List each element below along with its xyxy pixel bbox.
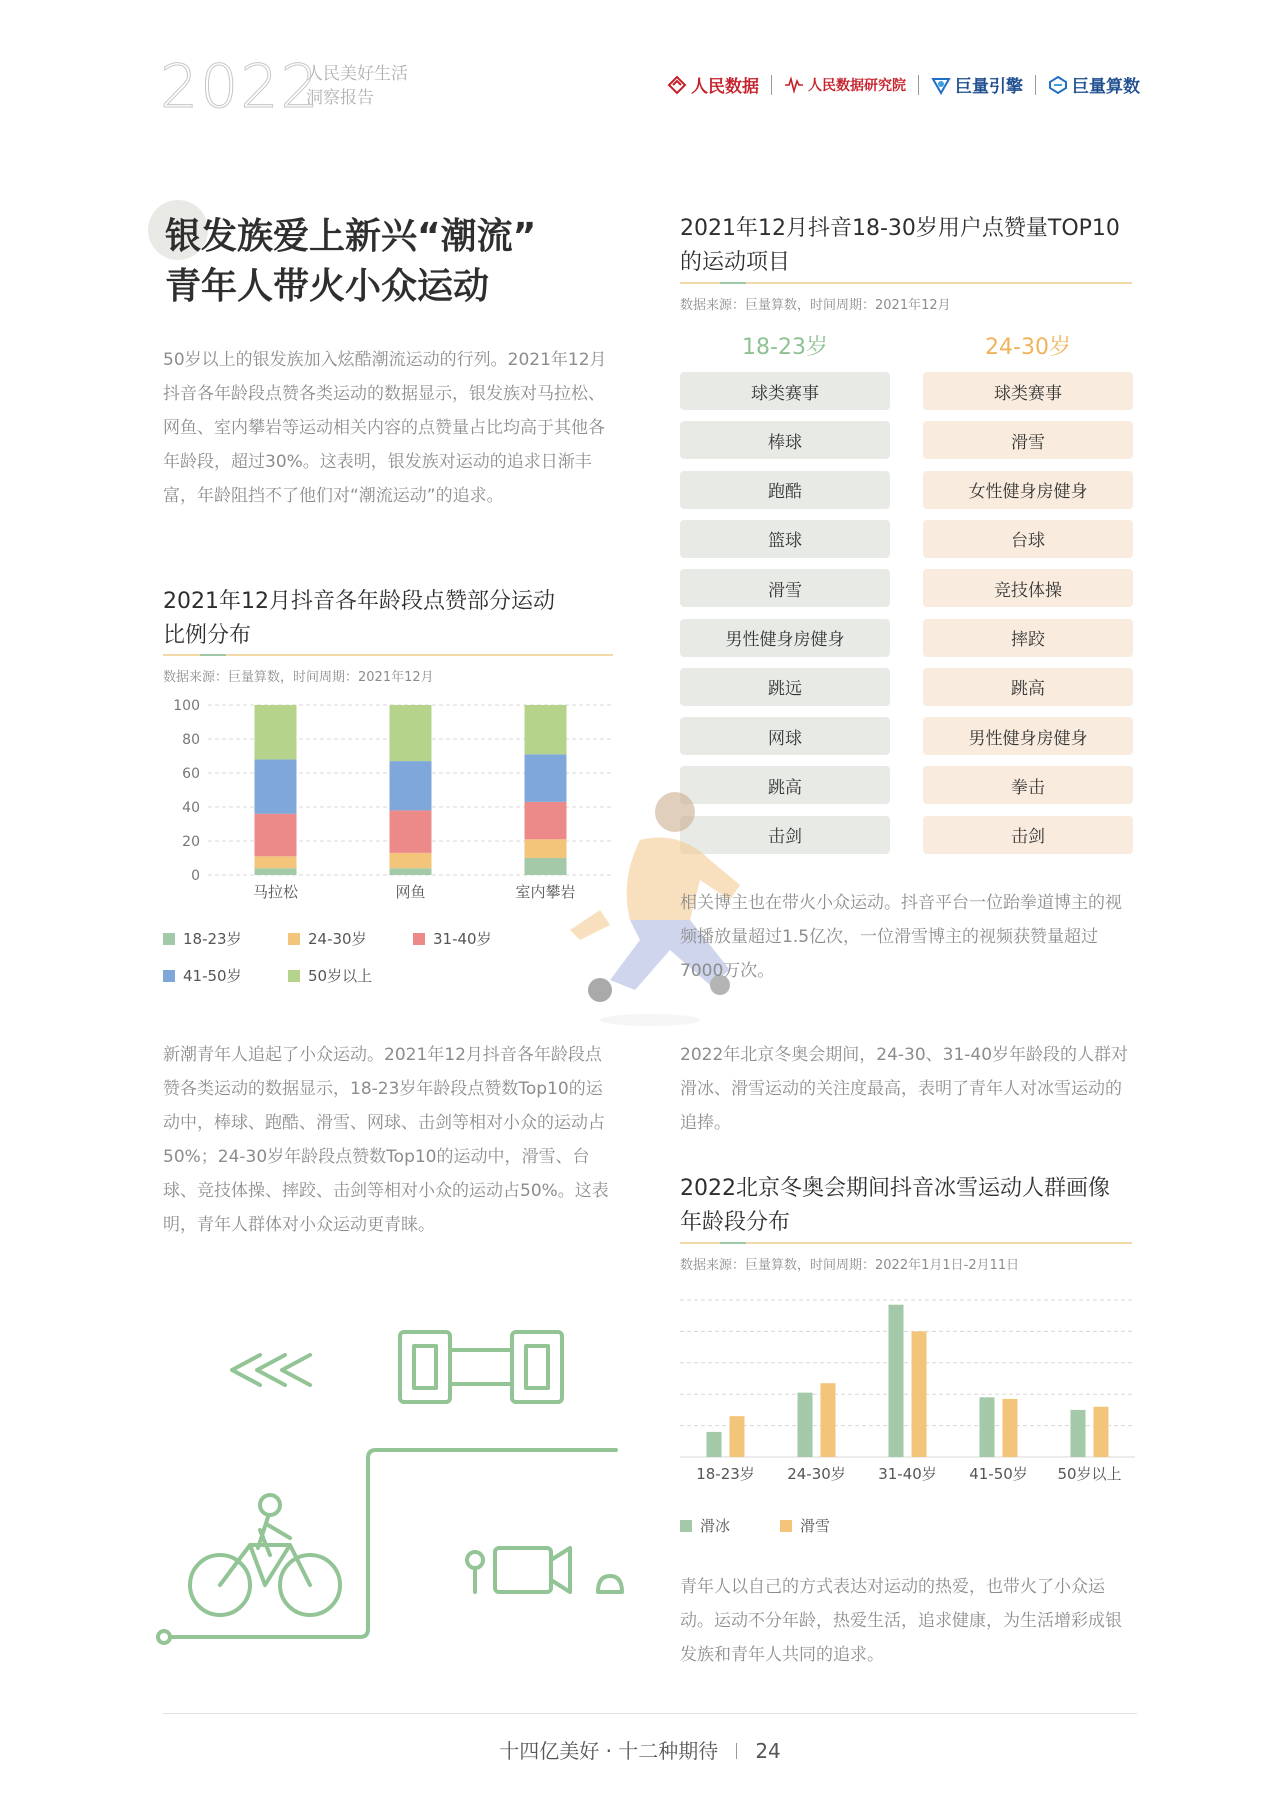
x-tick-label: 41-50岁 [969, 1465, 1028, 1483]
legend-item-50-plus [288, 965, 413, 986]
top10-title [680, 212, 1120, 280]
col-head-18-23: 18-23岁 [742, 335, 828, 360]
logo-divider [918, 75, 919, 95]
x-tick-label: 网鱼 [395, 883, 426, 901]
logo-people-data-text: 人民数据 [691, 77, 759, 97]
sports-illustration [150, 1320, 630, 1650]
logo-ocean-arithmetic-text: 巨量算数 [1072, 77, 1140, 97]
bar [980, 1397, 995, 1457]
top10-item: 摔跤 [923, 619, 1133, 657]
chart1-title-line2: 比例分布 [163, 623, 252, 648]
page-footer [0, 1735, 1280, 1764]
bar [707, 1432, 722, 1457]
chart2-title-line1: 2022北京冬奥会期间抖音冰雪运动人群画像 [680, 1176, 1110, 1201]
report-subtitle-line1: 人民美好生活 [306, 64, 408, 84]
cap-icon [598, 1576, 622, 1592]
underline-accent [200, 654, 226, 656]
top10-item: 跳高 [923, 668, 1133, 706]
wave-icon [784, 75, 804, 95]
top10-item: 网球 [680, 717, 890, 755]
y-tick-label: 60 [182, 766, 200, 782]
x-tick-label: 室内攀岩 [515, 883, 576, 901]
dumbbell-icon [400, 1332, 562, 1402]
underline-accent [720, 1242, 746, 1244]
top10-item: 球类赛事 [923, 372, 1133, 410]
logo-ocean-engine-text: 巨量引擎 [955, 77, 1023, 97]
legend-item-18-23 [163, 928, 288, 949]
top10-item: 男性健身房健身 [680, 619, 890, 657]
top10-source: 数据来源：巨量算数，时间周期：2021年12月 [680, 298, 951, 313]
legend-label: 50岁以上 [308, 967, 373, 985]
intro-paragraph: 50岁以上的银发族加入炫酷潮流运动的行列。2021年12月抖音各年龄段点赞各类运动的数据显示，银发族对马拉松、网鱼、室内攀岩等运动相关内容的点赞量占比均高于其他各年龄段，超过30%。这表明，银发族对运动的追求日渐丰富，年龄阻挡不了他们对“潮流运动”的追求。 [163, 350, 607, 506]
bar [821, 1383, 836, 1457]
youth-paragraph: 新潮青年人追起了小众运动。2021年12月抖音各年龄段点赞各类运动的数据显示，18-23岁年龄段点赞数Top10的运动中，棒球、跑酷、滑雪、网球、击剑等相对小众的运动占50%；24-30岁年龄段点赞数Top10的运动中，滑雪、台球、竞技体操、摔跤、击剑等相对小众的运动占50%。这表明，青年人群体对小众运动更青睐。 [163, 1045, 609, 1235]
chart2-title-line2: 年龄段分布 [680, 1210, 791, 1235]
top10-title-underline [680, 282, 1132, 284]
legend-label: 18-23岁 [183, 930, 242, 948]
top10-item: 击剑 [680, 816, 890, 854]
top10-title-line2: 的运动项目 [680, 250, 791, 275]
top10-item: 跳高 [680, 766, 890, 804]
blogger-paragraph: 相关博主也在带火小众运动。抖音平台一位跆拳道博主的视频播放量超过1.5亿次，一位滑雪博主的视频获赞量超过7000万次。 [680, 893, 1122, 981]
bar-segment [255, 759, 297, 813]
chart2-title-underline [680, 1242, 1132, 1244]
partner-logos [667, 72, 1140, 97]
x-tick-label: 24-30岁 [787, 1465, 846, 1483]
top10-item: 竞技体操 [923, 569, 1133, 607]
top10-item: 棒球 [680, 421, 890, 459]
logo-people-data-institute-text: 人民数据研究院 [808, 77, 906, 94]
top10-item: 跑酷 [680, 471, 890, 509]
chevrons-icon [232, 1355, 310, 1385]
section-title-line2: 青年人带火小众运动 [165, 266, 490, 307]
bar-segment [390, 853, 432, 868]
legend-item-skiing [780, 1515, 880, 1536]
chart2-legend [680, 1515, 1132, 1536]
legend-label: 滑冰 [700, 1517, 731, 1535]
page-number: 24 [755, 1739, 781, 1763]
legend-item-41-50 [163, 965, 288, 986]
legend-item-skating [680, 1515, 780, 1536]
bar [730, 1416, 745, 1457]
video-camera-icon [467, 1548, 570, 1592]
legend-label: 滑雪 [800, 1517, 831, 1535]
y-tick-label: 20 [182, 834, 200, 850]
route-path [164, 1450, 616, 1637]
footer-text: 十四亿美好 · 十二种期待 [499, 1739, 719, 1763]
bar-segment [390, 868, 432, 875]
logo-people-data [667, 72, 759, 97]
x-tick-label: 18-23岁 [696, 1465, 755, 1483]
underline-accent [720, 282, 746, 284]
footer-divider [163, 1713, 1137, 1714]
logo-ocean-arithmetic [1048, 72, 1140, 97]
closing-paragraph: 青年人以自己的方式表达对运动的热爱，也带火了小众运动。运动不分年龄，热爱生活，追求健康，为生活增彩成银发族和青年人共同的追求。 [680, 1577, 1122, 1665]
y-tick-label: 100 [173, 698, 200, 714]
logo-people-data-institute [784, 75, 906, 95]
y-tick-label: 0 [191, 868, 200, 884]
bar [1003, 1399, 1018, 1457]
legend-label: 31-40岁 [433, 930, 492, 948]
chart2-source: 数据来源：巨量算数，时间周期：2022年1月1日-2月11日 [680, 1258, 1020, 1273]
bar-segment [390, 705, 432, 761]
col-head-24-30: 24-30岁 [985, 335, 1071, 360]
legend-item-31-40 [413, 928, 538, 949]
chart1-source: 数据来源：巨量算数，时间周期：2021年12月 [163, 670, 434, 685]
bar-segment [255, 868, 297, 875]
bar-segment [390, 810, 432, 853]
bar [1071, 1410, 1086, 1457]
report-subtitle [306, 62, 408, 110]
x-tick-label: 31-40岁 [878, 1465, 937, 1483]
bar [912, 1331, 927, 1457]
olympics-paragraph: 2022年北京冬奥会期间，24-30、31-40岁年龄段的人群对滑冰、滑雪运动的关注度最高，表明了青年人对冰雪运动的追捧。 [680, 1045, 1129, 1133]
x-tick-label: 马拉松 [252, 883, 299, 901]
chart1-title-line1: 2021年12月抖音各年龄段点赞部分运动 [163, 589, 555, 614]
footer-separator [736, 1743, 737, 1759]
bar [889, 1305, 904, 1457]
section-title-line1: 银发族爱上新兴“潮流” [165, 216, 537, 257]
chart2-grouped-bar [680, 1285, 1140, 1495]
chart1-title [163, 585, 555, 653]
legend-label: 24-30岁 [308, 930, 367, 948]
report-year: 2022 [160, 52, 321, 122]
top10-item: 篮球 [680, 520, 890, 558]
y-tick-label: 80 [182, 732, 200, 748]
top10-item: 球类赛事 [680, 372, 890, 410]
top10-item: 女性健身房健身 [923, 471, 1133, 509]
bicycle-icon [190, 1495, 340, 1615]
top10-item: 滑雪 [923, 421, 1133, 459]
ocean-arithmetic-icon [1048, 75, 1068, 95]
top10-item: 滑雪 [680, 569, 890, 607]
x-tick-label: 50岁以上 [1057, 1465, 1122, 1483]
ocean-engine-icon [931, 75, 951, 95]
bar-segment [255, 814, 297, 857]
report-subtitle-line2: 洞察报告 [306, 88, 374, 108]
legend-label: 41-50岁 [183, 967, 242, 985]
bar-segment [525, 705, 567, 754]
top10-item: 男性健身房健身 [923, 717, 1133, 755]
bar-segment [255, 856, 297, 868]
bar-segment [390, 761, 432, 810]
top10-title-line1: 2021年12月抖音18-30岁用户点赞量TOP10 [680, 216, 1120, 241]
route-start-dot [158, 1631, 170, 1643]
chart2-title [680, 1172, 1110, 1240]
bar-segment [255, 705, 297, 759]
top10-item: 跳远 [680, 668, 890, 706]
y-tick-label: 40 [182, 800, 200, 816]
logo-ocean-engine [931, 72, 1023, 97]
people-data-icon [667, 75, 687, 95]
top10-item: 拳击 [923, 766, 1133, 804]
section-title [165, 212, 536, 312]
bar [1094, 1407, 1109, 1457]
legend-item-24-30 [288, 928, 413, 949]
logo-divider [771, 75, 772, 95]
chart1-title-underline [163, 654, 613, 656]
bar [798, 1393, 813, 1457]
top10-item: 台球 [923, 520, 1133, 558]
top10-item: 击剑 [923, 816, 1133, 854]
logo-divider [1035, 75, 1036, 95]
